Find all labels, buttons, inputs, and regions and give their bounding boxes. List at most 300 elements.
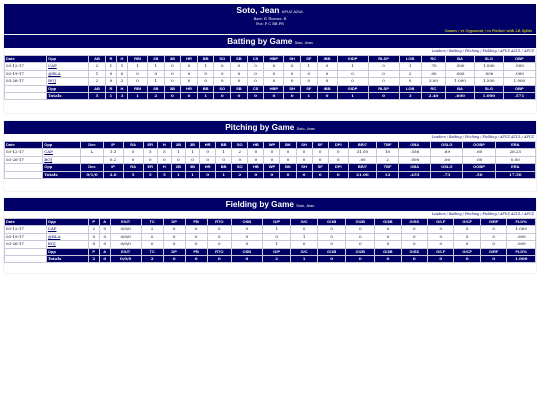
fielding-cell: 0: [428, 241, 454, 248]
fielding-col-header[interactable]: Opp: [46, 219, 88, 226]
batting-col-header[interactable]: SH: [284, 85, 301, 92]
fielding-cell: 0: [375, 241, 401, 248]
batting-col-header[interactable]: BA: [446, 85, 475, 92]
pitching-cell: 0: [185, 156, 199, 163]
pitching-col-header[interactable]: BB: [216, 142, 232, 149]
fielding-col-header[interactable]: G/2B: [346, 219, 375, 226]
fielding-col-header[interactable]: G/LF: [428, 248, 454, 255]
fielding-table: [4, 218, 536, 263]
batting-cell: .00: [421, 70, 445, 77]
opponent-link[interactable]: @BLA: [47, 233, 61, 239]
batting-cell: .000: [503, 70, 535, 77]
pitching-col-header[interactable]: Dec: [81, 142, 103, 149]
fielding-col-header[interactable]: DP: [163, 248, 185, 255]
player-name: Soto, Jean: [236, 5, 280, 15]
batting-cell: 0: [264, 70, 284, 77]
fielding-cell: 0: [141, 233, 163, 240]
fielding-cell: 0: [99, 226, 110, 233]
fielding-table-row: [5, 233, 536, 240]
fielding-col-header[interactable]: G/1B: [317, 219, 346, 226]
pitching-col-header[interactable]: ERA: [495, 142, 535, 149]
pitching-title: Pitching by Game: [225, 123, 295, 132]
pitching-cell: 0: [328, 156, 348, 163]
fielding-col-header[interactable]: OSB: [231, 248, 262, 255]
batting-col-header[interactable]: HBP: [264, 85, 284, 92]
pitching-col-header[interactable]: WP: [264, 142, 280, 149]
opponent-link[interactable]: CAP: [47, 226, 57, 232]
pitching-totals-cell: 0: [296, 171, 312, 178]
batting-col-header[interactable]: CS: [247, 85, 264, 92]
pitching-col-header[interactable]: ER: [143, 164, 157, 171]
pitching-col-header[interactable]: Dec: [81, 164, 103, 171]
fielding-cell: 0: [231, 241, 262, 248]
pitching-col-header[interactable]: IP: [103, 142, 123, 149]
pitching-cell: 0: [312, 156, 328, 163]
pitching-col-header[interactable]: Date: [5, 142, 43, 149]
pitching-col-header[interactable]: BB: [216, 164, 232, 171]
opponent-link[interactable]: CAP: [48, 63, 57, 69]
fielding-totals-cell: 0: [375, 256, 401, 263]
pitching-cell: 0: [216, 156, 232, 163]
fielding-totals-cell: 0: [401, 256, 427, 263]
fielding-col-header[interactable]: G/CF: [454, 219, 480, 226]
fielding-col-header[interactable]: OSB: [231, 219, 262, 226]
pitching-col-header[interactable]: HR: [200, 142, 216, 149]
opponent-link[interactable]: CAP: [44, 149, 53, 155]
batting-cell: 0: [231, 63, 248, 70]
pitching-col-header[interactable]: 2B: [171, 164, 185, 171]
bats-throws: Bats: R Throws: R: [253, 17, 287, 21]
fielding-cell: 0: [291, 226, 317, 233]
pitching-cell: 1: [171, 149, 185, 156]
fielding-col-header[interactable]: TC: [141, 248, 163, 255]
batting-col-header[interactable]: 3B: [164, 56, 181, 63]
fielding-col-header[interactable]: RTO: [207, 248, 231, 255]
batting-col-header[interactable]: SH: [284, 56, 301, 63]
pitching-col-header[interactable]: RA: [123, 142, 143, 149]
fielding-cell: 0: [88, 241, 99, 248]
batting-cell: .000: [474, 70, 503, 77]
fielding-cell: 0: [375, 226, 401, 233]
pitching-col-header[interactable]: DPI: [328, 142, 348, 149]
batting-col-header[interactable]: HBP: [264, 56, 284, 63]
fielding-totals-cell: 0/0/0: [110, 256, 141, 263]
fielding-cell: 0: [454, 241, 480, 248]
batting-col-header[interactable]: BA: [446, 56, 475, 63]
fielding-col-header[interactable]: G/C: [291, 219, 317, 226]
batting-col-header[interactable]: BB: [197, 56, 214, 63]
fielding-col-header[interactable]: G/RF: [480, 248, 506, 255]
pitching-cell: [81, 156, 103, 163]
batting-col-header[interactable]: Opp: [47, 85, 89, 92]
fielding-leaders-links[interactable]: Leaders / Batting / Pitching / Fielding / APUZ AZUL / APUZ: [431, 212, 534, 216]
player-header: [4, 4, 536, 34]
pitching-cell: 0: [123, 156, 143, 163]
fielding-cell: 0: [480, 241, 506, 248]
pitching-col-header[interactable]: SF: [312, 164, 328, 171]
batting-cell: 0: [284, 63, 301, 70]
batting-leaders-links[interactable]: Leaders / Batting / Pitching / Fielding / APUZ AZUL / APUZ: [431, 49, 534, 53]
pitching-col-header[interactable]: HB: [248, 164, 264, 171]
batting-col-header[interactable]: HR: [181, 85, 198, 92]
fielding-col-header[interactable]: E/UT: [110, 248, 141, 255]
pitching-col-header[interactable]: OSLG: [431, 142, 463, 149]
batting-cell: 0: [181, 70, 198, 77]
fielding-cell: [46, 233, 88, 240]
pitching-totals-cell: 1: [171, 171, 185, 178]
pitching-cell: 10: [376, 149, 398, 156]
batting-col-header[interactable]: SB: [231, 56, 248, 63]
batting-cell: 0: [181, 78, 198, 85]
pitching-col-header[interactable]: HB: [248, 142, 264, 149]
pitching-totals-cell: 2: [232, 171, 248, 178]
fielding-cell: 0: [317, 233, 346, 240]
pitching-col-header[interactable]: OOBP: [463, 142, 495, 149]
batting-cell: .70: [421, 63, 445, 70]
pitching-table: [4, 141, 536, 179]
fielding-col-header[interactable]: [5, 248, 47, 255]
batting-cell: 1.000: [446, 78, 475, 85]
batting-cell: 0: [181, 63, 198, 70]
pitching-subtitle: Soto, Jean: [296, 127, 315, 131]
pitching-cell: .00: [431, 156, 463, 163]
opponent-link[interactable]: BOJ: [47, 241, 56, 247]
batting-cell: [47, 70, 89, 77]
pitching-totals-cell: 0: [264, 171, 280, 178]
pitching-col-header[interactable]: SO: [232, 142, 248, 149]
batting-cell: 0: [231, 70, 248, 77]
fielding-col-header[interactable]: P: [88, 219, 99, 226]
fielding-col-header[interactable]: G/2B: [346, 248, 375, 255]
batting-col-header[interactable]: R: [105, 85, 116, 92]
batting-cell: 0: [300, 78, 317, 85]
fielding-col-header[interactable]: G/CF: [454, 248, 480, 255]
pitching-cell: 5: [143, 149, 157, 156]
fielding-cell: 0: [428, 226, 454, 233]
pitching-cell: 1.3: [103, 149, 123, 156]
fielding-cell: 03-26-17: [5, 241, 47, 248]
batting-col-header[interactable]: SF: [300, 85, 317, 92]
batting-cell: 0: [231, 78, 248, 85]
fielding-col-header[interactable]: G/1B: [317, 248, 346, 255]
batting-col-header[interactable]: LOB: [399, 56, 421, 63]
fielding-cell: 0: [262, 233, 291, 240]
pitching-totals-cell: 5: [143, 171, 157, 178]
batting-col-header[interactable]: 2B: [147, 85, 164, 92]
batting-col-header[interactable]: RC: [421, 56, 445, 63]
fielding-cell: 2: [88, 226, 99, 233]
fielding-col-header[interactable]: G/3B: [375, 219, 401, 226]
pitching-cell: 0: [280, 156, 296, 163]
fielding-totals-cell: 2: [262, 256, 291, 263]
pitching-table-row: [5, 149, 536, 156]
batting-cell: 0: [247, 78, 264, 85]
batting-col-header[interactable]: RBI: [128, 85, 148, 92]
batting-col-header[interactable]: R: [105, 56, 116, 63]
batting-col-header[interactable]: Date: [5, 56, 47, 63]
pitching-cell: .00: [348, 156, 376, 163]
pitching-col-header[interactable]: BK: [280, 142, 296, 149]
batting-col-header[interactable]: SB: [231, 85, 248, 92]
fielding-cell: 0: [207, 233, 231, 240]
batting-cell: 2: [89, 78, 106, 85]
batting-col-header[interactable]: AB: [89, 56, 106, 63]
pitching-cell: [43, 156, 81, 163]
pitching-footer-header-row: [5, 164, 536, 171]
pitching-col-header[interactable]: 3B: [185, 142, 199, 149]
fielding-totals-cell: 0: [317, 256, 346, 263]
fielding-col-header[interactable]: Date: [5, 219, 47, 226]
batting-totals-cell: 1: [337, 93, 368, 100]
pitching-col-header[interactable]: SO: [232, 164, 248, 171]
batting-col-header[interactable]: RLSP: [368, 56, 399, 63]
fielding-col-header[interactable]: DP: [163, 219, 185, 226]
pitching-col-header[interactable]: Opp: [43, 142, 81, 149]
pitching-totals-cell: .50: [463, 171, 495, 178]
pitching-cell: .60: [463, 149, 495, 156]
batting-col-header[interactable]: 3B: [164, 85, 181, 92]
batting-col-header[interactable]: RLSP: [368, 85, 399, 92]
fielding-col-header[interactable]: G/P: [262, 219, 291, 226]
fielding-col-header[interactable]: FLD%: [507, 248, 536, 255]
fielding-col-header[interactable]: RTO: [207, 219, 231, 226]
pitching-cell: .556: [399, 149, 431, 156]
pitching-totals-cell: 2.0: [103, 171, 123, 178]
pitching-cell: 0: [280, 149, 296, 156]
fielding-col-header[interactable]: A: [99, 248, 110, 255]
batting-col-header[interactable]: HR: [181, 56, 198, 63]
batting-totals-cell: 1: [105, 93, 116, 100]
batting-col-header[interactable]: IBB: [317, 56, 337, 63]
batting-cell: 0: [164, 63, 181, 70]
batting-col-header[interactable]: SO: [214, 56, 231, 63]
fielding-totals-cell: 0: [428, 256, 454, 263]
pitching-section: [4, 121, 536, 191]
batting-col-header[interactable]: GIDP: [337, 85, 368, 92]
opponent-link[interactable]: @BLA: [48, 70, 61, 76]
batting-col-header[interactable]: IBB: [317, 85, 337, 92]
batting-cell: [47, 63, 89, 70]
fielding-totals-cell: 2: [141, 256, 163, 263]
pitching-cell: .00: [463, 156, 495, 163]
batting-col-header[interactable]: RBI: [128, 56, 148, 63]
batting-col-header[interactable]: H: [116, 56, 127, 63]
player-name-line: [4, 4, 536, 17]
batting-title-bar: [4, 35, 536, 48]
batting-cell: 0: [105, 70, 116, 77]
batting-cell: 0: [399, 78, 421, 85]
pitching-totals-cell: 1: [185, 171, 199, 178]
fielding-totals-cell: 1: [291, 256, 317, 263]
pitching-col-header[interactable]: OBA: [399, 164, 431, 171]
fielding-col-header[interactable]: G/3B: [375, 248, 401, 255]
pitching-totals-cell: 1: [216, 171, 232, 178]
fielding-col-header[interactable]: G/SS: [401, 219, 427, 226]
batting-col-header[interactable]: SLG: [474, 85, 503, 92]
pitching-col-header[interactable]: OSLG: [431, 164, 463, 171]
pitching-cell: 2: [376, 156, 398, 163]
fielding-col-header[interactable]: TC: [141, 219, 163, 226]
batting-totals-row: [5, 93, 536, 100]
player-team: APUZ AZUL: [281, 9, 304, 14]
opponent-link[interactable]: BOJ: [44, 156, 53, 162]
batting-col-header[interactable]: BB: [197, 85, 214, 92]
fielding-cell: 0: [428, 233, 454, 240]
batting-cell: 0: [247, 70, 264, 77]
fielding-col-header[interactable]: Opp: [46, 248, 88, 255]
fielding-cell: [46, 241, 88, 248]
fielding-col-header[interactable]: G/RF: [480, 219, 506, 226]
batting-totals-cell: 2: [147, 93, 164, 100]
fielding-cell: 0: [375, 233, 401, 240]
fielding-col-header[interactable]: P: [88, 248, 99, 255]
split-links[interactable]: Games / vs Opponent / vs Pitcher with LR Splits: [444, 29, 532, 33]
pitching-totals-cell: 17.50: [495, 171, 535, 178]
batting-totals-cell: Totals: [47, 93, 89, 100]
batting-col-header[interactable]: H: [116, 85, 127, 92]
fielding-cell: 0: [480, 226, 506, 233]
pitching-col-header[interactable]: BR/7: [348, 164, 376, 171]
batting-cell: 0: [337, 78, 368, 85]
fielding-col-header[interactable]: PB: [185, 248, 207, 255]
batting-col-header[interactable]: SO: [214, 85, 231, 92]
pitching-cell: 0: [248, 149, 264, 156]
fielding-col-header[interactable]: A: [99, 219, 110, 226]
pitching-leaders-links[interactable]: Leaders / Batting / Pitching / Fielding / APUZ AZUL / APUZ: [431, 135, 534, 139]
batting-cell: 0: [300, 70, 317, 77]
pitching-col-header[interactable]: TBF: [376, 142, 398, 149]
batting-col-header[interactable]: LOB: [399, 85, 421, 92]
batting-cell: 0: [317, 70, 337, 77]
pitching-col-header[interactable]: 2B: [171, 142, 185, 149]
fielding-col-header[interactable]: G/SS: [401, 248, 427, 255]
pitching-cell: 5: [157, 149, 171, 156]
pitching-col-header[interactable]: [5, 164, 43, 171]
fielding-footer-header-row: [5, 248, 536, 255]
batting-totals-blank: [5, 93, 47, 100]
batting-cell: 1: [147, 63, 164, 70]
fielding-col-header[interactable]: FLD%: [507, 219, 536, 226]
pitching-totals-cell: 21.00: [348, 171, 376, 178]
pitching-col-header[interactable]: TBF: [376, 164, 398, 171]
fielding-cell: 2: [141, 226, 163, 233]
pitching-col-header[interactable]: ER: [143, 142, 157, 149]
pitching-col-header[interactable]: OBA: [399, 142, 431, 149]
batting-cell: 0: [247, 63, 264, 70]
pitching-col-header[interactable]: OOBP: [463, 164, 495, 171]
pitching-col-header[interactable]: RA: [123, 164, 143, 171]
batting-totals-cell: 0: [247, 93, 264, 100]
fielding-cell: 0/0/0: [110, 226, 141, 233]
batting-totals-cell: 5: [89, 93, 106, 100]
pitching-cell: [43, 149, 81, 156]
pitching-cell: 0: [200, 149, 216, 156]
batting-totals-cell: 3: [399, 93, 421, 100]
pitching-col-header[interactable]: H: [157, 142, 171, 149]
pitching-col-header[interactable]: SH: [296, 142, 312, 149]
fielding-cell: 0: [99, 241, 110, 248]
pitching-cell: 1: [216, 149, 232, 156]
fielding-cell: 0: [99, 233, 110, 240]
pitching-col-header[interactable]: SF: [312, 142, 328, 149]
batting-col-header[interactable]: [5, 85, 47, 92]
batting-cell: 0: [197, 70, 214, 77]
batting-totals-cell: 0: [164, 93, 181, 100]
pitching-col-header[interactable]: SH: [296, 164, 312, 171]
pitching-col-header[interactable]: IP: [103, 164, 123, 171]
pitching-totals-cell: 0: [312, 171, 328, 178]
fielding-cell: 0: [185, 233, 207, 240]
batting-col-header[interactable]: CS: [247, 56, 264, 63]
batting-cell: 0: [128, 70, 148, 77]
batting-col-header[interactable]: Opp: [47, 56, 89, 63]
batting-cell: 0: [147, 70, 164, 77]
opponent-link[interactable]: BOJ: [48, 78, 57, 84]
batting-cell: .500: [503, 63, 535, 70]
fielding-cell: 1: [262, 226, 291, 233]
batting-col-header[interactable]: AB: [89, 85, 106, 92]
pitching-col-header[interactable]: HR: [200, 164, 216, 171]
fielding-col-header[interactable]: G/LF: [428, 219, 454, 226]
pitching-col-header[interactable]: BK: [280, 164, 296, 171]
fielding-cell: 0: [317, 241, 346, 248]
batting-cell: 0: [264, 63, 284, 70]
fielding-cell: 0: [141, 241, 163, 248]
fielding-cell: .000: [507, 241, 536, 248]
pitching-col-header[interactable]: DPI: [328, 164, 348, 171]
pitching-totals-cell: 0: [280, 171, 296, 178]
batting-col-header[interactable]: OBP: [503, 56, 535, 63]
fielding-cell: 0: [207, 241, 231, 248]
fielding-cell: 0: [317, 226, 346, 233]
batting-col-header[interactable]: RC: [421, 85, 445, 92]
batting-col-header[interactable]: GIDP: [337, 56, 368, 63]
pitching-col-header[interactable]: H: [157, 164, 171, 171]
pitching-col-header[interactable]: ERA: [495, 164, 535, 171]
fielding-col-header[interactable]: G/P: [262, 248, 291, 255]
pitching-col-header[interactable]: Opp: [43, 164, 81, 171]
batting-col-header[interactable]: 2B: [147, 56, 164, 63]
batting-cell: 1: [128, 63, 148, 70]
pitching-col-header[interactable]: 3B: [185, 164, 199, 171]
fielding-cell: 0: [401, 233, 427, 240]
pitching-col-header[interactable]: BR/7: [348, 142, 376, 149]
fielding-totals-cell: Totals: [46, 256, 88, 263]
batting-col-header[interactable]: SLG: [474, 56, 503, 63]
fielding-totals-cell: 0: [207, 256, 231, 263]
batting-totals-cell: 3: [116, 93, 127, 100]
batting-col-header[interactable]: OBP: [503, 85, 535, 92]
fielding-cell: 0: [401, 241, 427, 248]
batting-cell: 0: [164, 78, 181, 85]
batting-cell: 0: [284, 70, 301, 77]
fielding-cell: 03-19-17: [5, 233, 47, 240]
batting-totals-cell: 0: [368, 93, 399, 100]
fielding-totals-cell: 0: [454, 256, 480, 263]
fielding-col-header[interactable]: E/UT: [110, 219, 141, 226]
batting-cell: 0: [214, 63, 231, 70]
batting-col-header[interactable]: SF: [300, 56, 317, 63]
fielding-col-header[interactable]: G/C: [291, 248, 317, 255]
fielding-col-header[interactable]: PB: [185, 219, 207, 226]
batting-cell: 03-12-17: [5, 63, 47, 70]
fielding-cell: 0: [185, 241, 207, 248]
batting-footer-header-row: [5, 85, 536, 92]
fielding-cell: 0: [231, 226, 262, 233]
fielding-cell: 0: [454, 226, 480, 233]
pitching-col-header[interactable]: WP: [264, 164, 280, 171]
batting-table-row: [5, 63, 536, 70]
